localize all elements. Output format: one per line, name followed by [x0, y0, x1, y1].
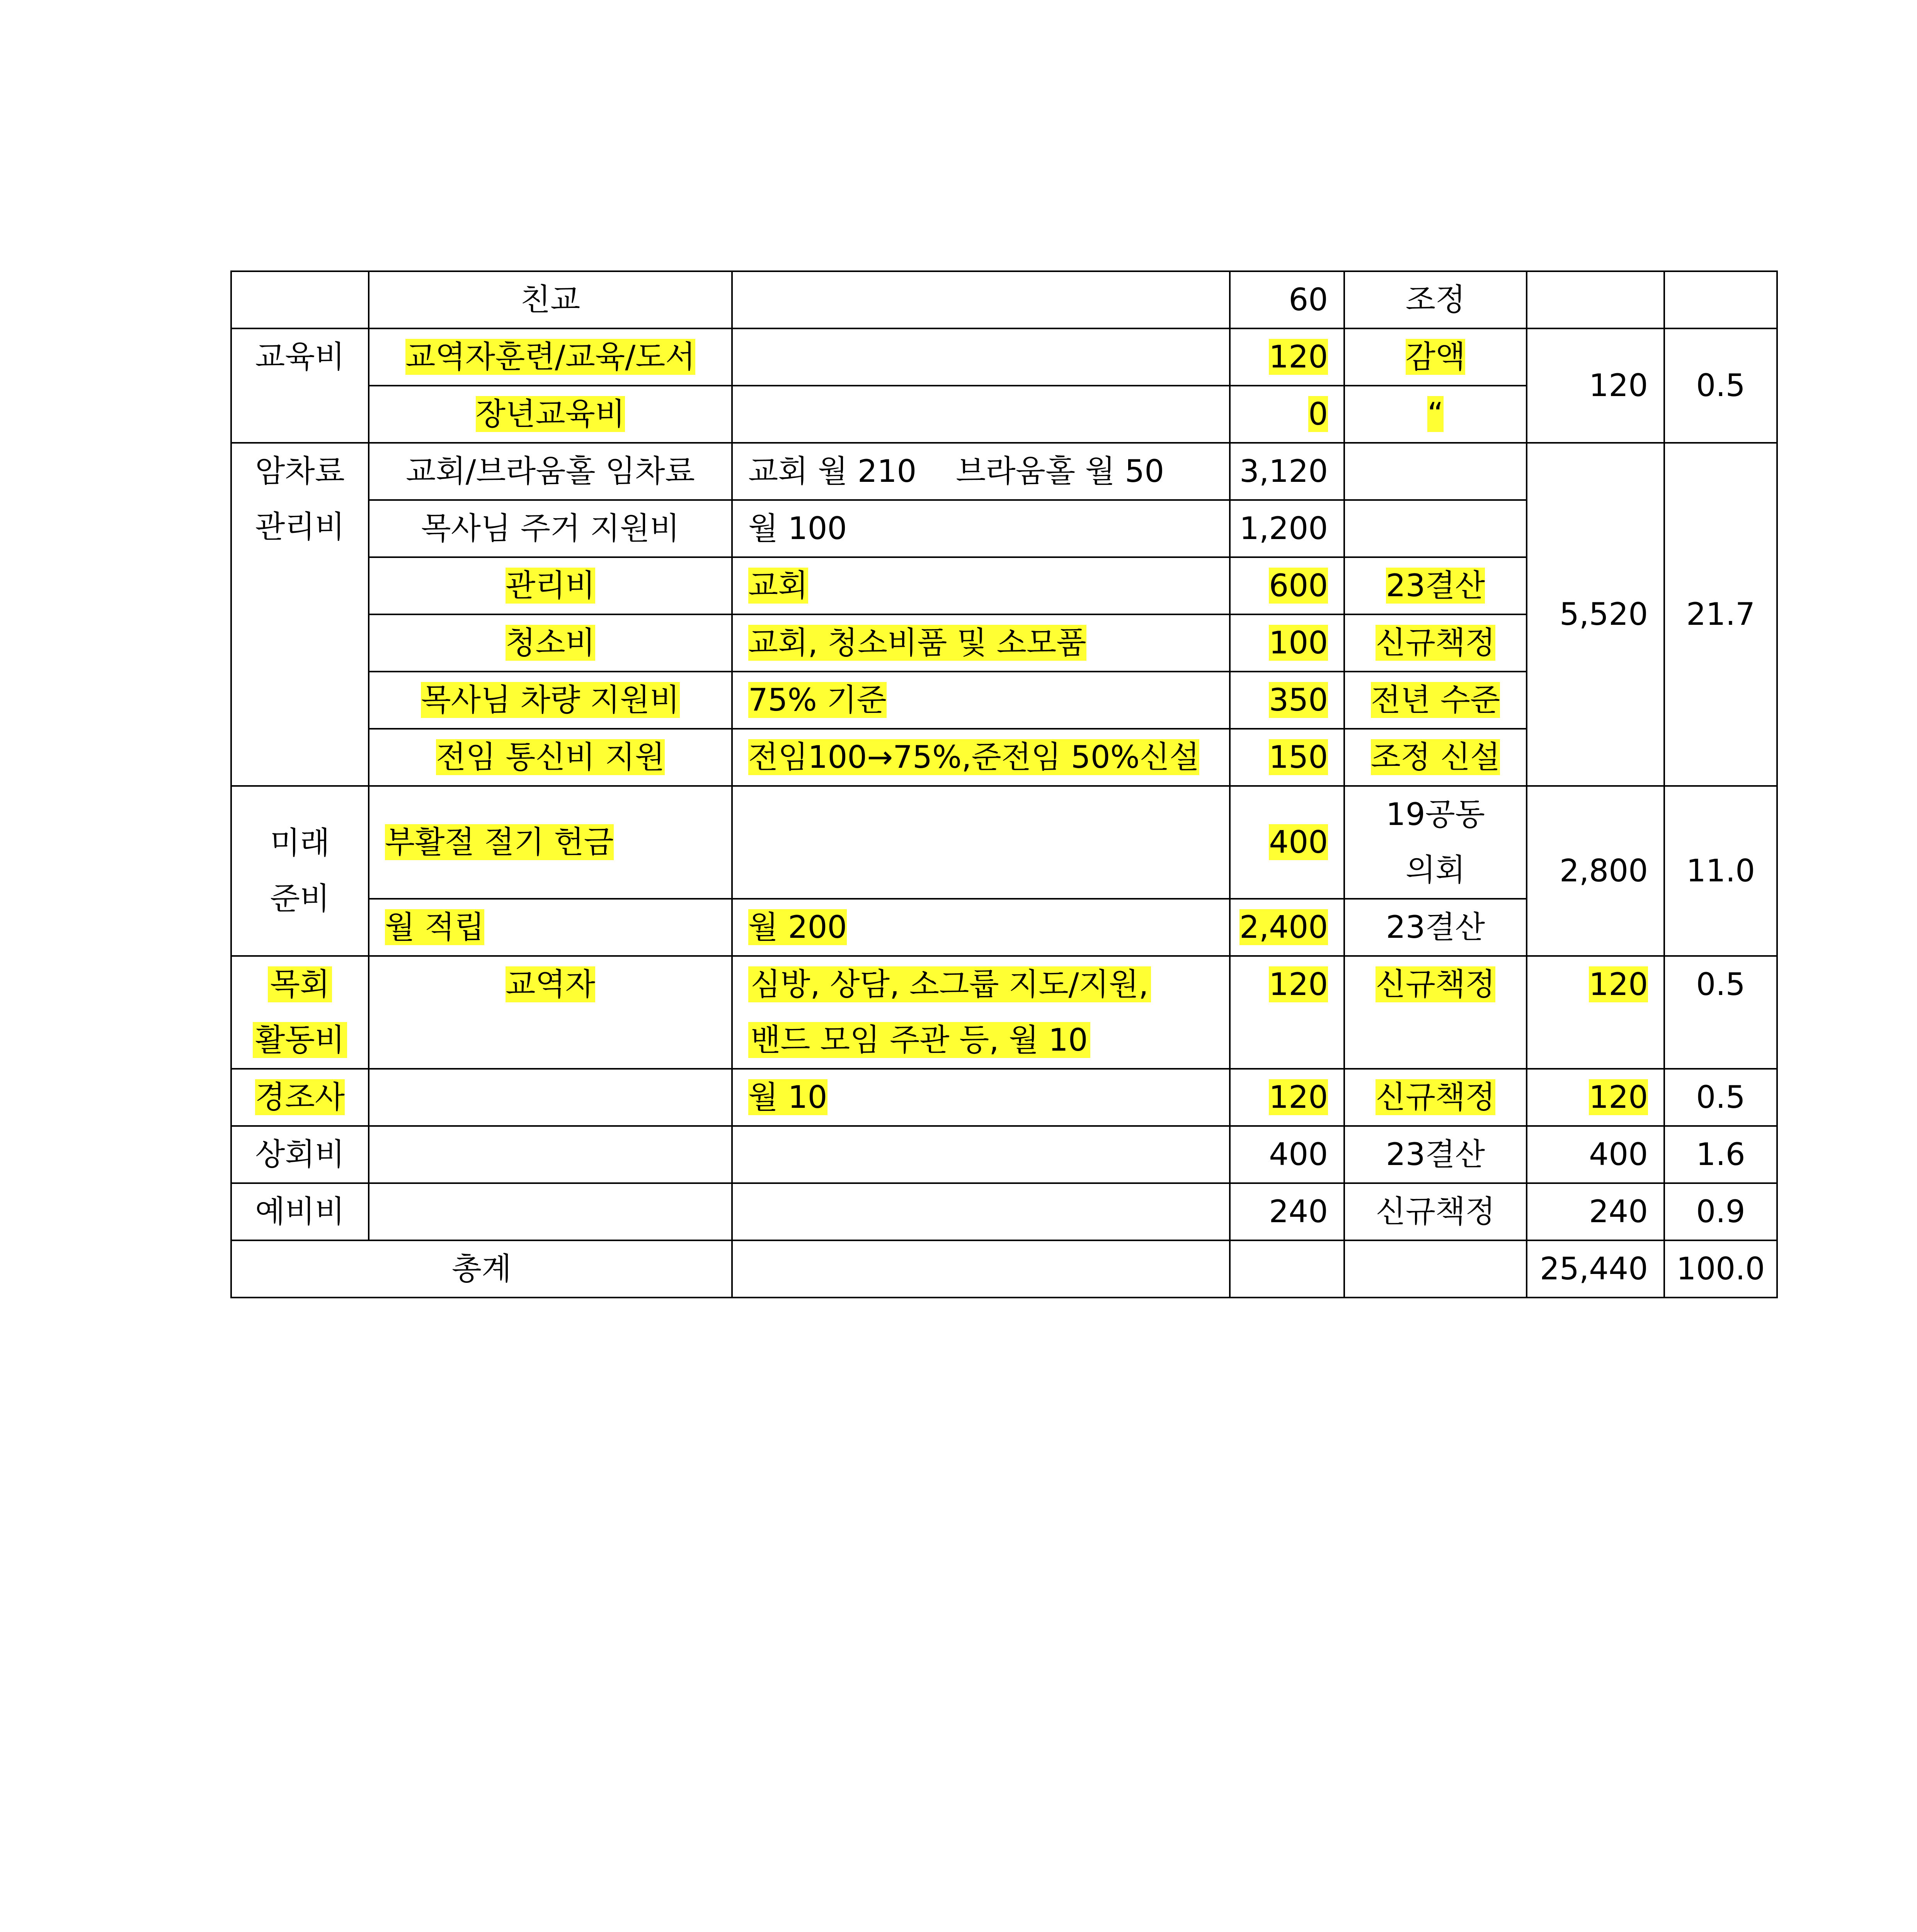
- note-text: 조정 신설: [1371, 739, 1500, 775]
- amount-text: 0: [1308, 396, 1328, 432]
- category-line: 목회: [240, 957, 360, 1012]
- table-row: [231, 271, 1777, 328]
- budget-table: [230, 270, 1778, 1298]
- item-cell: [369, 614, 732, 672]
- item-cell: [369, 729, 732, 786]
- subtotal-cell: 5,520: [1527, 443, 1664, 786]
- category-line: 관리비: [255, 509, 345, 545]
- detail-cell: [732, 1240, 1230, 1298]
- category-line: 암차료: [255, 453, 345, 489]
- amount-cell: [1230, 386, 1344, 443]
- note-text: “: [1427, 396, 1444, 432]
- detail-cell: [732, 614, 1230, 672]
- table-row: [231, 443, 1777, 500]
- note-text: 신규책정: [1376, 966, 1495, 1002]
- table-row: [231, 1126, 1777, 1183]
- note-cell: 신규책정: [1344, 1183, 1527, 1240]
- subtotal-cell: [1527, 1069, 1664, 1126]
- detail-cell: [732, 1183, 1230, 1240]
- table-row: [231, 1240, 1777, 1298]
- item-cell: [369, 899, 732, 956]
- amount-cell: [1230, 899, 1344, 956]
- detail-cell: 교회 월 210 브라움홀 월 50: [732, 443, 1230, 500]
- category-cell: [231, 956, 369, 1069]
- subtotal-text: 120: [1589, 1079, 1648, 1115]
- percent-cell: 0.5: [1664, 956, 1777, 1069]
- category-cell: 교육비: [231, 328, 369, 443]
- category-cell: [231, 271, 369, 328]
- item-text: 전임 통신비 지원: [436, 739, 665, 775]
- item-cell: 목사님 주거 지원비: [369, 500, 732, 557]
- item-text: 교역자훈련/교육/도서: [405, 339, 695, 375]
- note-cell: [1344, 500, 1527, 557]
- detail-cell: [732, 271, 1230, 328]
- item-cell: 교회/브라움홀 임차료: [369, 443, 732, 500]
- subtotal-cell: 2,800: [1527, 786, 1664, 956]
- table-row: [231, 956, 1777, 1069]
- percent-cell: 0.9: [1664, 1183, 1777, 1240]
- amount-text: 120: [1269, 339, 1328, 375]
- amount-cell: 60: [1230, 271, 1344, 328]
- amount-cell: [1230, 1240, 1344, 1298]
- item-text: 월 적립: [385, 909, 485, 945]
- amount-cell: 3,120: [1230, 443, 1344, 500]
- note-text: 신규책정: [1376, 1079, 1495, 1115]
- subtotal-cell: [1527, 271, 1664, 328]
- amount-text: 100: [1269, 625, 1328, 661]
- note-cell: [1344, 557, 1527, 614]
- note-cell: 조정: [1344, 271, 1527, 328]
- category-cell: [231, 1069, 369, 1126]
- note-cell: [1344, 672, 1527, 729]
- note-line: 19공동: [1386, 796, 1485, 832]
- grand-total-label: 총계: [231, 1240, 732, 1298]
- note-cell: 23결산: [1344, 899, 1527, 956]
- detail-cell: [732, 1126, 1230, 1183]
- category-cell: 예비비: [231, 1183, 369, 1240]
- item-text: 교역자: [506, 966, 595, 1002]
- note-cell: [1344, 729, 1527, 786]
- category-line: 활동비: [240, 1012, 360, 1068]
- detail-text: 월 10: [748, 1079, 827, 1115]
- amount-cell: [1230, 328, 1344, 386]
- percent-cell: 0.5: [1664, 328, 1777, 443]
- detail-text: 75% 기준: [748, 682, 887, 718]
- table-row: [231, 328, 1777, 386]
- amount-text: 150: [1269, 739, 1328, 775]
- item-text: 부활절 절기 헌금: [385, 824, 614, 860]
- item-cell: [369, 1069, 732, 1126]
- item-cell: 친교: [369, 271, 732, 328]
- item-cell: [369, 786, 732, 899]
- subtotal-cell: [1527, 956, 1664, 1069]
- note-cell: [1344, 786, 1527, 899]
- amount-cell: [1230, 672, 1344, 729]
- amount-text: 350: [1269, 682, 1328, 718]
- note-cell: 23결산: [1344, 1126, 1527, 1183]
- table-row: [231, 786, 1777, 899]
- detail-cell: [732, 956, 1230, 1069]
- detail-cell: [732, 386, 1230, 443]
- detail-cell: [732, 729, 1230, 786]
- note-cell: [1344, 614, 1527, 672]
- amount-text: 2,400: [1239, 909, 1328, 945]
- item-text: 청소비: [506, 625, 595, 661]
- category-text: 경조사: [255, 1079, 345, 1115]
- note-text: 감액: [1405, 339, 1466, 375]
- note-cell: [1344, 443, 1527, 500]
- category-line: 준비: [270, 881, 330, 917]
- item-cell: [369, 956, 732, 1069]
- percent-cell: 1.6: [1664, 1126, 1777, 1183]
- table-row: [231, 1069, 1777, 1126]
- item-text: 장년교육비: [475, 396, 625, 432]
- detail-text: 전임100→75%,준전임 50%신설: [748, 739, 1200, 775]
- note-cell: [1344, 386, 1527, 443]
- subtotal-text: 120: [1589, 966, 1648, 1002]
- percent-cell: 11.0: [1664, 786, 1777, 956]
- amount-cell: [1230, 956, 1344, 1069]
- note-text: 신규책정: [1376, 625, 1495, 661]
- amount-cell: [1230, 1069, 1344, 1126]
- item-cell: [369, 672, 732, 729]
- detail-line: 심방, 상담, 소그룹 지도/지원,: [748, 957, 1221, 1012]
- item-cell: [369, 557, 732, 614]
- note-cell: [1344, 1069, 1527, 1126]
- detail-cell: [732, 899, 1230, 956]
- category-line: 미래: [270, 825, 330, 861]
- detail-cell: [732, 557, 1230, 614]
- category-cell: [231, 443, 369, 786]
- note-line: 의회: [1405, 852, 1466, 888]
- item-cell: [369, 328, 732, 386]
- percent-cell: 0.5: [1664, 1069, 1777, 1126]
- grand-total-value: 25,440: [1527, 1240, 1664, 1298]
- detail-cell: [732, 672, 1230, 729]
- subtotal-cell: 120: [1527, 328, 1664, 443]
- detail-text: 교회, 청소비품 및 소모품: [748, 625, 1086, 661]
- table-row: [231, 1183, 1777, 1240]
- amount-cell: 1,200: [1230, 500, 1344, 557]
- note-text: 23결산: [1386, 568, 1485, 604]
- percent-cell: 21.7: [1664, 443, 1777, 786]
- amount-text: 400: [1269, 824, 1328, 860]
- category-cell: [231, 786, 369, 956]
- subtotal-cell: 240: [1527, 1183, 1664, 1240]
- detail-text: 교회: [748, 568, 808, 604]
- note-text: 전년 수준: [1371, 682, 1500, 718]
- amount-cell: [1230, 557, 1344, 614]
- note-cell: [1344, 328, 1527, 386]
- amount-text: 600: [1269, 568, 1328, 604]
- detail-cell: 월 100: [732, 500, 1230, 557]
- category-cell: 상회비: [231, 1126, 369, 1183]
- amount-text: 120: [1269, 966, 1328, 1002]
- amount-text: 120: [1269, 1079, 1328, 1115]
- detail-text: 월 200: [748, 909, 847, 945]
- subtotal-cell: 400: [1527, 1126, 1664, 1183]
- detail-line: 밴드 모임 주관 등, 월 10: [748, 1012, 1221, 1068]
- detail-cell: [732, 328, 1230, 386]
- item-cell: [369, 386, 732, 443]
- amount-cell: [1230, 729, 1344, 786]
- amount-cell: 240: [1230, 1183, 1344, 1240]
- note-cell: [1344, 1240, 1527, 1298]
- note-cell: [1344, 956, 1527, 1069]
- item-cell: [369, 1183, 732, 1240]
- detail-cell: [732, 1069, 1230, 1126]
- item-text: 관리비: [506, 568, 595, 604]
- item-text: 목사님 차량 지원비: [421, 682, 680, 718]
- amount-cell: [1230, 786, 1344, 899]
- detail-cell: [732, 786, 1230, 899]
- item-cell: [369, 1126, 732, 1183]
- grand-total-percent: 100.0: [1664, 1240, 1777, 1298]
- amount-cell: [1230, 614, 1344, 672]
- percent-cell: [1664, 271, 1777, 328]
- amount-cell: 400: [1230, 1126, 1344, 1183]
